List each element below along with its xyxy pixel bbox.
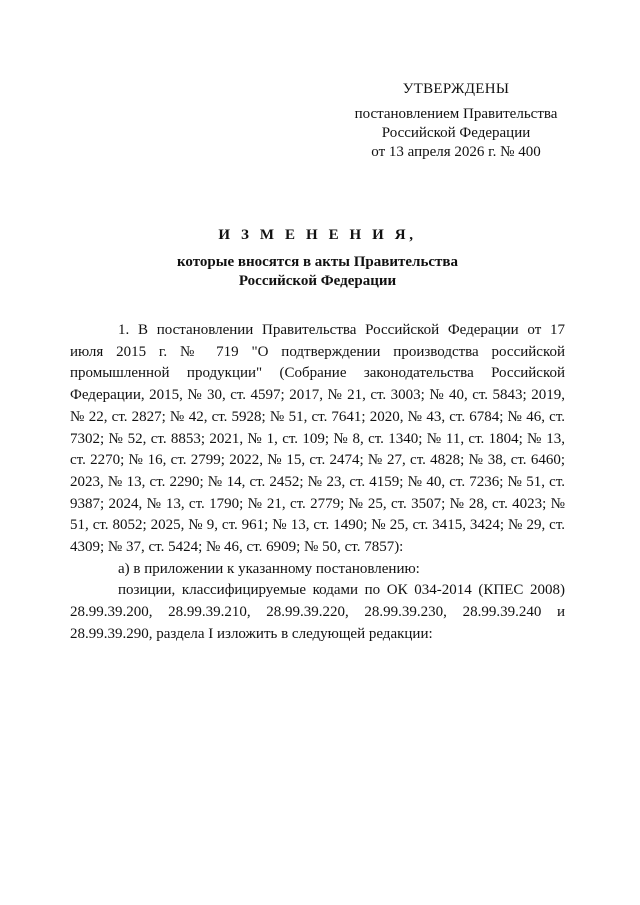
document-body: [70, 320, 565, 646]
approval-line-3: от 13 апреля 2026 г. № 400: [371, 144, 541, 160]
document-subtitle-line-1: которые вносятся в акты Правительства: [176, 254, 459, 270]
approval-line-1: постановлением Правительства: [354, 106, 558, 122]
approval-line-2: Российской Федерации: [381, 125, 531, 141]
paragraph-1: 1. В постановлении Правительства Российской Федерации от 17 июля 2015 г. № 719 "О подтверждении производства российской промышленной продукции" (Собрание законодательства Российской Федерации, 2015, № 30, ст. 4597; 2017, № 21, ст. 3003; № 40, ст. 5843; 2019, № 22, ст. 2827; № 42, ст. 5928; № 51, ст. 7641; 2020, № 43, ст. 6784; № 46, ст. 7302; № 52, ст. 8853; 2021, № 1, ст. 109; № 8, ст. 1340; № 11, ст. 1804; № 13, ст. 2270; № 16, ст. 2799; 2022, № 15, ст. 2474; № 27, ст. 4828; № 38, ст. 6460; 2023, № 13, ст. 2290; № 14, ст. 2452; № 23, ст. 4159; № 40, ст. 7236; № 51, ст. 9387; 2024, № 13, ст. 1790; № 21, ст. 2779; № 25, ст. 3507; № 28, ст. 4023; № 51, ст. 8052; 2025, № 9, ст. 961; № 13, ст. 1490; № 25, ст. 3415, 3424; № 29, ст. 4309; № 37, ст. 5424; № 46, ст. 6909; № 50, ст. 7857):: [70, 322, 565, 556]
document-title-block: [70, 226, 565, 291]
paragraph-3: позиции, классифицируемые кодами по ОК 034-2014 (КПЕС 2008) 28.99.39.200, 28.99.39.210, 28.99.39.220, 28.99.39.230, 28.99.39.240 и 28.99.39.290, раздела I изложить в следующей редакции:: [70, 582, 565, 642]
approval-stamp: [330, 80, 582, 162]
document-subtitle-line-2: Российской Федерации: [238, 273, 397, 289]
paragraph-2: а) в приложении к указанному постановлению:: [118, 560, 420, 577]
document-title: И З М Е Н Е Н И Я,: [218, 227, 417, 243]
approved-heading: УТВЕРЖДЕНЫ: [402, 81, 510, 97]
